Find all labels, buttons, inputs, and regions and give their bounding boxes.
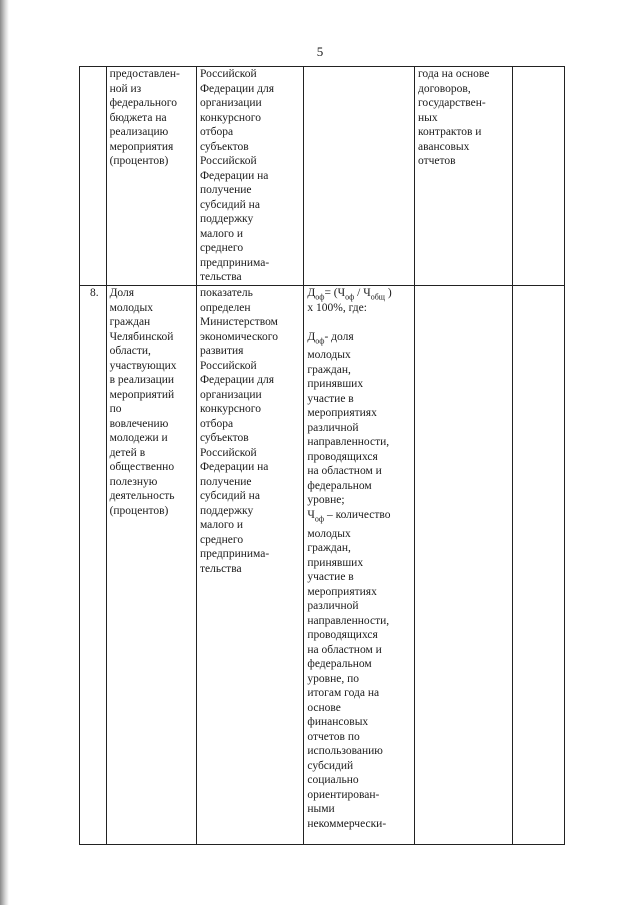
- text-line: Российской: [199, 359, 257, 372]
- text-line: Министерством: [199, 316, 278, 328]
- text-line: предоставлен-: [109, 68, 180, 80]
- row-number-cell: [80, 67, 107, 286]
- text-line: молодых: [109, 301, 153, 314]
- text-line: Федерации для: [199, 82, 275, 95]
- text-line: ными: [307, 803, 335, 816]
- text-line: малого и: [199, 519, 244, 531]
- text-line: государствен-: [418, 97, 486, 109]
- text-line: ориентирован-: [307, 788, 380, 801]
- indicators-table: [79, 66, 565, 845]
- table-row: [80, 286, 565, 845]
- text-line: предпринима-: [199, 256, 270, 269]
- text-line: получение: [199, 475, 252, 488]
- text-line: принявших: [307, 556, 364, 569]
- text-line: субъектов: [199, 140, 249, 153]
- text-line: в реализации: [109, 374, 175, 386]
- table-row: [80, 67, 565, 286]
- row-number-cell: 8.: [80, 286, 107, 845]
- text-line: полезную: [109, 475, 158, 488]
- text-line: проводящихся: [307, 629, 378, 642]
- text-line: отбора: [199, 126, 234, 138]
- text-line: поддержку: [199, 213, 254, 225]
- text-line: Федерации на: [199, 169, 269, 182]
- source-cell: [196, 67, 303, 286]
- text-line: граждан,: [307, 363, 351, 376]
- text-line: вовлечению: [109, 417, 169, 430]
- text-line: $Д_{оф}-$ доля: [307, 330, 354, 345]
- text-line: Челябинской: [109, 330, 174, 343]
- text-line: молодых: [307, 527, 351, 540]
- text-line: мероприятиях: [307, 585, 377, 598]
- text-line: Федерации на: [199, 461, 269, 473]
- text-line: итогам года на: [307, 687, 380, 700]
- text-line: авансовых: [418, 140, 470, 153]
- text-line: среднего: [199, 533, 244, 546]
- text-line: отбора: [199, 417, 234, 430]
- text-line: некоммерчески-: [307, 817, 387, 830]
- page-number: 5: [316, 44, 324, 59]
- text-line: малого и: [199, 227, 244, 240]
- scan-edge-shadow: [0, 0, 9, 905]
- text-line: контрактов и: [418, 126, 482, 138]
- text-line: участвующих: [109, 359, 177, 372]
- text-line: отчетов по: [307, 730, 360, 743]
- indicator-name-cell: [106, 286, 196, 845]
- text-line: субъектов: [199, 432, 249, 444]
- text-line: тельства: [199, 271, 242, 283]
- text-line: федеральном: [307, 479, 372, 492]
- text-line: организации: [199, 388, 262, 401]
- indicator-name-cell: [106, 67, 196, 286]
- text-line: субсидий на: [199, 490, 260, 502]
- text-line: развития: [199, 345, 244, 357]
- text-line: Федерации для: [199, 374, 275, 386]
- text-line: граждан,: [307, 542, 351, 555]
- text-line: граждан: [109, 316, 151, 328]
- text-line: поддержку: [199, 504, 254, 517]
- text-line: [307, 315, 411, 330]
- text-line: на областном и: [307, 643, 382, 656]
- text-line: уровне;: [307, 494, 345, 507]
- text-line: социально: [307, 774, 359, 787]
- text-line: конкурсного: [199, 111, 261, 124]
- text-line: деятельность: [109, 490, 175, 502]
- text-line: мероприятиях: [307, 407, 377, 420]
- text-line: различной: [307, 600, 359, 613]
- text-line: федерального: [109, 97, 177, 109]
- text-line: экономического: [199, 330, 278, 343]
- text-line: общественно: [109, 461, 175, 473]
- text-line: года на основе: [418, 68, 490, 80]
- text-line: (процентов): [109, 504, 169, 517]
- text-line: показатель: [199, 287, 253, 299]
- text-line: направленности,: [307, 436, 390, 449]
- text-line: х 100%, где:: [307, 301, 367, 314]
- text-line: мероприятий: [109, 388, 175, 401]
- text-line: (процентов): [109, 155, 169, 167]
- text-line: принявших: [307, 378, 364, 391]
- empty-cell: [512, 67, 564, 286]
- text-line: Российской: [199, 155, 257, 167]
- text-line: реализацию: [109, 126, 169, 138]
- text-line: ных: [418, 111, 438, 124]
- text-line: Российской: [199, 68, 257, 80]
- text-line: области,: [109, 345, 151, 357]
- empty-cell: [512, 286, 564, 845]
- text-line: участие в: [307, 571, 354, 584]
- formula-line: $Д_{оф}= (Ч_{оф} / Ч_{общ}$ ): [307, 287, 392, 302]
- text-line: уровне, по: [307, 672, 359, 685]
- data-source-cell: [415, 286, 513, 845]
- text-line: федеральном: [307, 658, 372, 671]
- text-line: на областном и: [307, 465, 382, 478]
- data-source-cell: [415, 67, 513, 286]
- text-line: финансовых: [307, 716, 369, 729]
- text-line: мероприятия: [109, 140, 174, 153]
- text-line: отчетов: [418, 155, 456, 167]
- text-line: субсидий на: [199, 198, 260, 211]
- formula-cell: [304, 286, 415, 845]
- text-line: тельства: [199, 562, 242, 575]
- text-line: ной из: [109, 82, 142, 95]
- text-line: Доля: [109, 287, 135, 299]
- text-line: организации: [199, 97, 262, 109]
- text-line: Российской: [199, 446, 257, 459]
- text-line: получение: [199, 184, 252, 196]
- text-line: $Ч_{оф}$ – количество: [307, 508, 391, 524]
- text-line: различной: [307, 421, 359, 434]
- text-line: определен: [199, 301, 251, 314]
- text-line: предпринима-: [199, 548, 270, 560]
- text-line: конкурсного: [199, 403, 261, 415]
- formula-cell: [304, 67, 415, 286]
- text-line: основе: [307, 701, 341, 714]
- source-cell: [196, 286, 303, 845]
- text-line: молодых: [307, 349, 351, 362]
- text-line: субсидий: [307, 759, 354, 772]
- text-line: молодежи и: [109, 432, 168, 444]
- text-line: по: [109, 403, 122, 415]
- text-line: среднего: [199, 242, 244, 254]
- text-line: детей в: [109, 446, 146, 459]
- text-line: договоров,: [418, 82, 471, 95]
- text-line: бюджета на: [109, 111, 167, 124]
- text-line: использованию: [307, 745, 383, 758]
- text-line: проводящихся: [307, 450, 378, 463]
- text-line: направленности,: [307, 614, 390, 627]
- text-line: участие в: [307, 392, 354, 405]
